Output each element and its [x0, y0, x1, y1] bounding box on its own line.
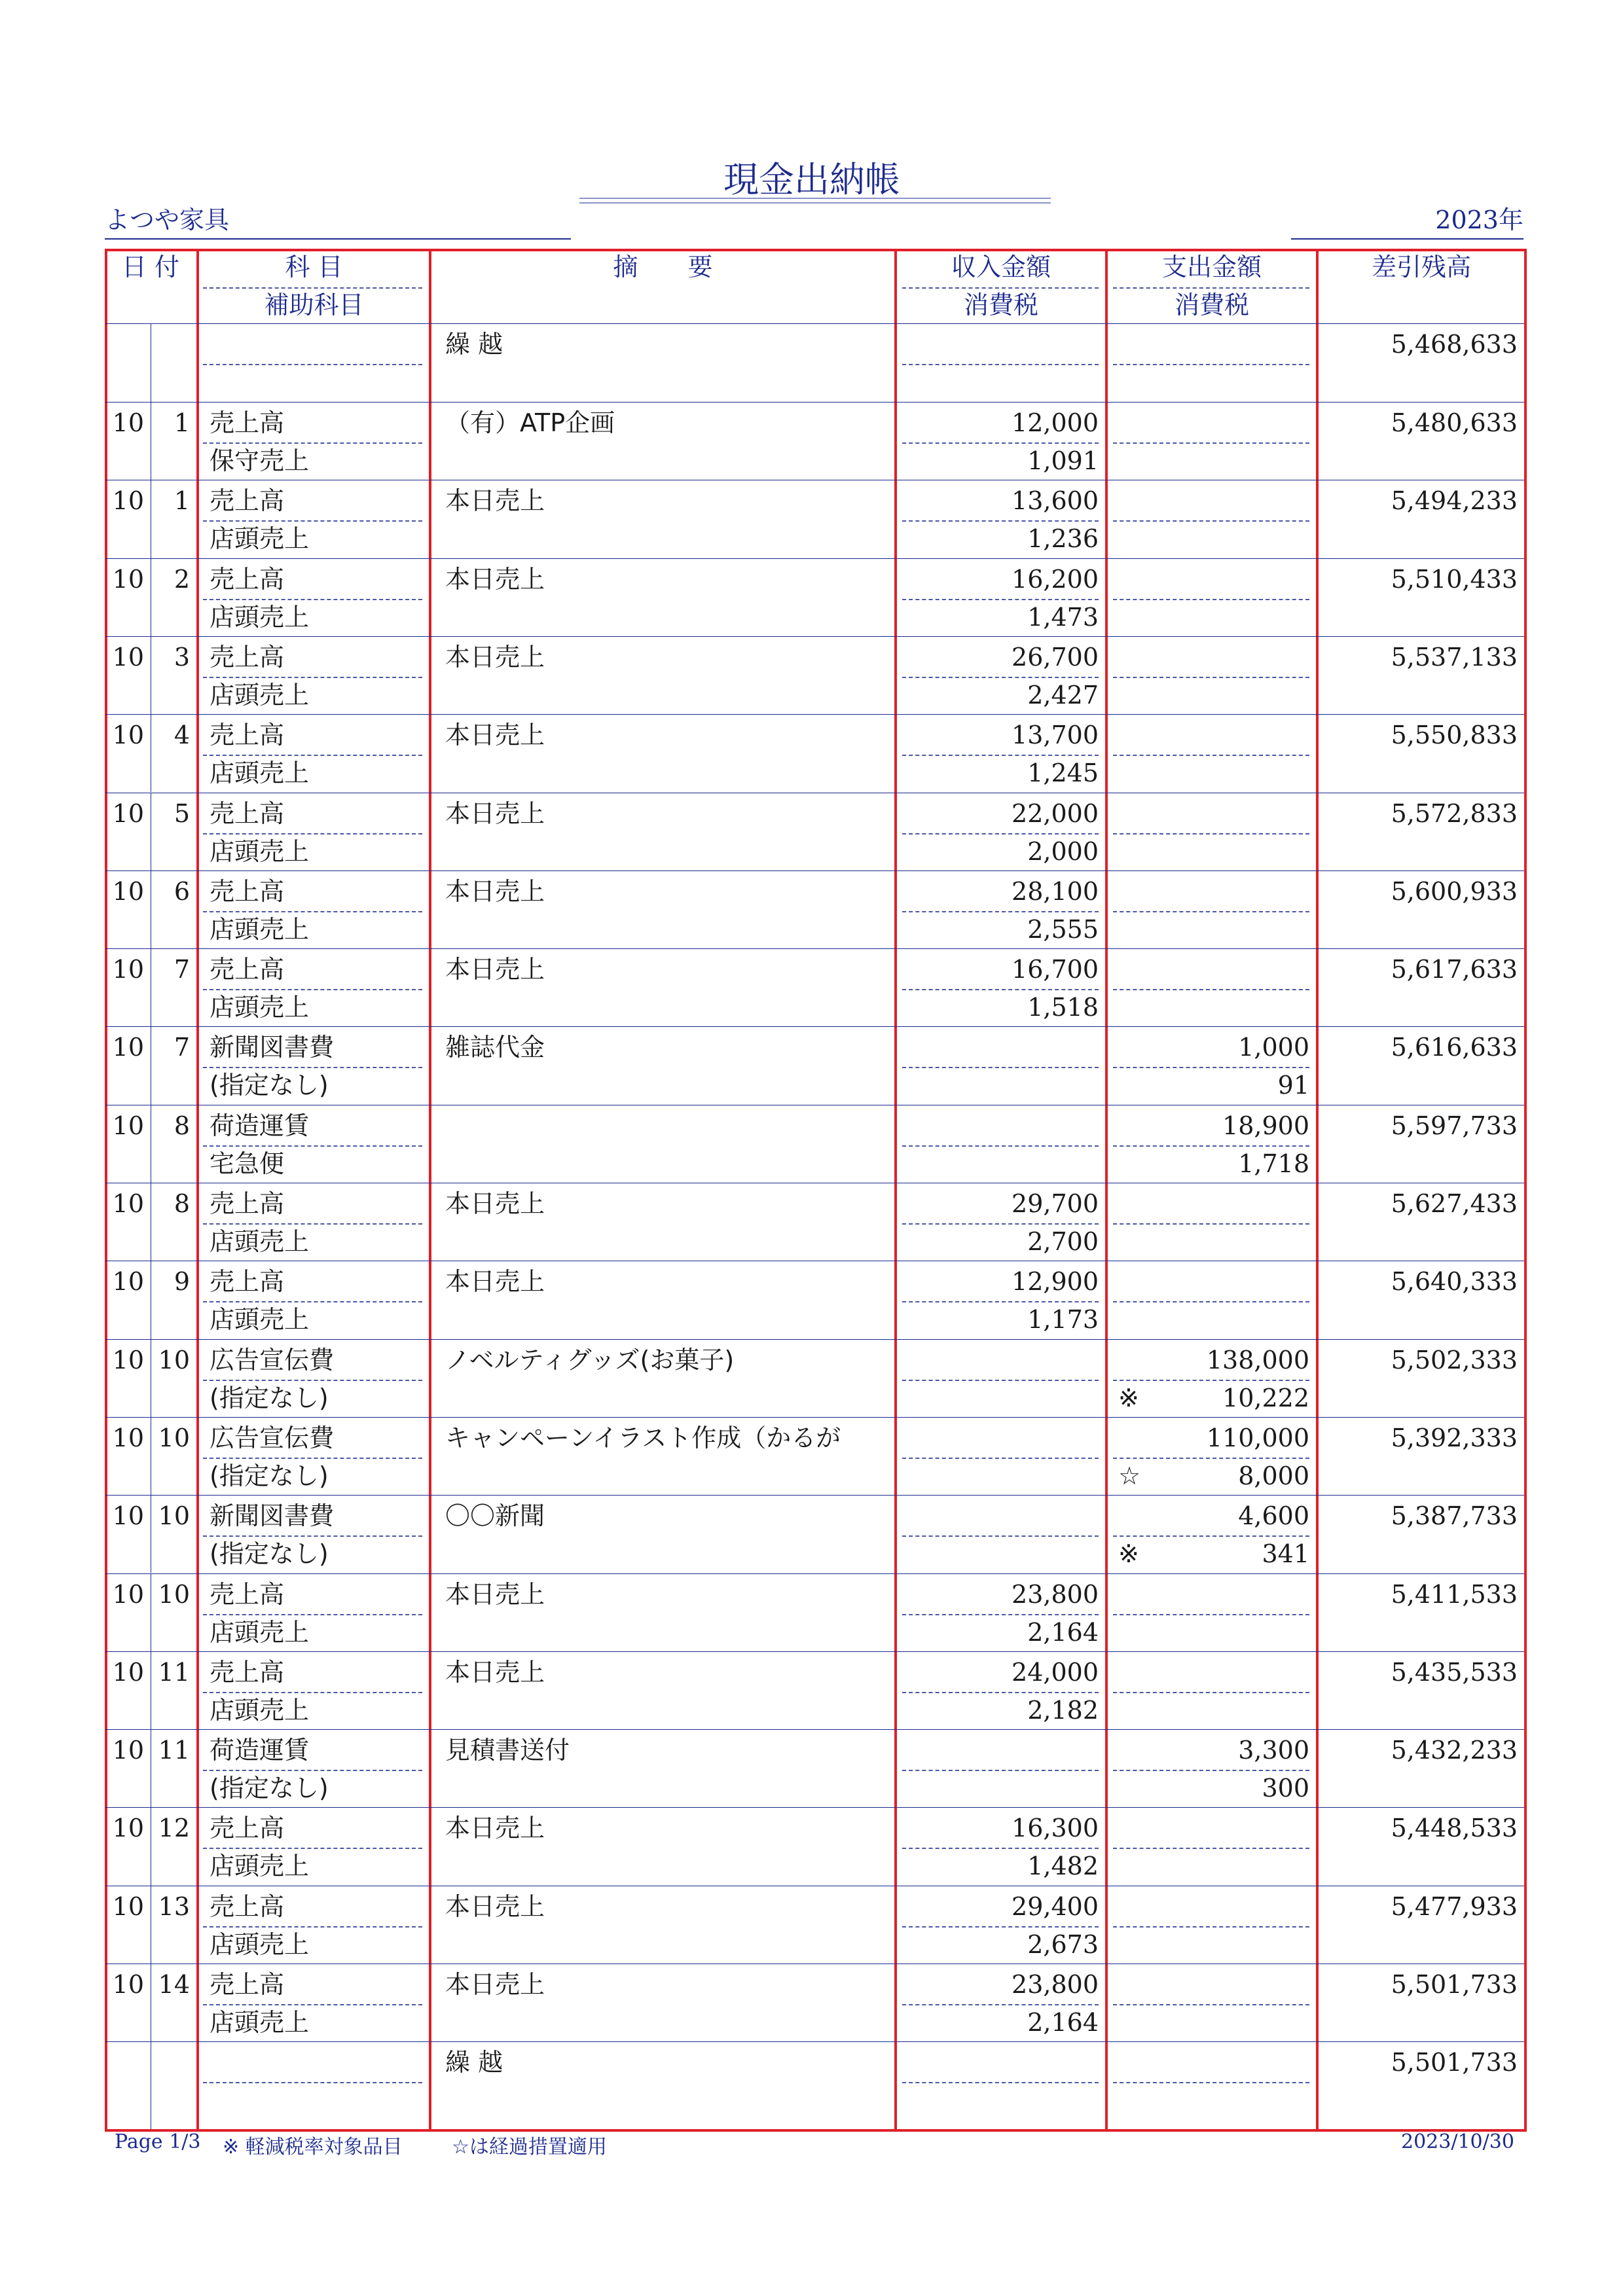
- entry-balance: 5,640,333: [1391, 1267, 1518, 1297]
- row-dash: [902, 1614, 1099, 1615]
- closing-summary: 繰 越: [445, 2048, 503, 2077]
- row-dash: [1113, 520, 1309, 522]
- closing-balance: 5,501,733: [1391, 2048, 1518, 2077]
- entry-account: 広告宣伝費: [210, 1423, 335, 1452]
- opening-dash: [902, 364, 1099, 365]
- row-dash: [902, 989, 1099, 990]
- entry-balance: 5,432,233: [1391, 1736, 1518, 1765]
- entry-income-tax: 1,473: [1027, 602, 1099, 632]
- ledger-table: [105, 249, 1524, 2129]
- page-number: Page 1/3: [115, 2130, 201, 2153]
- col-summary: 摘 要: [613, 253, 713, 281]
- entry-sub-account: (指定なし): [210, 1461, 329, 1490]
- entry-day: 7: [173, 1033, 190, 1062]
- entry-summary: 本日売上: [445, 721, 545, 750]
- ledger-frame: [105, 249, 1527, 2132]
- entry-month: 10: [112, 1579, 144, 1609]
- row-dash: [203, 1535, 422, 1537]
- row-bottom-line: [105, 2041, 1524, 2042]
- header-dash: [902, 287, 1099, 289]
- col-expense-tax: 消費税: [1174, 291, 1249, 319]
- entry-balance: 5,616,633: [1391, 1033, 1518, 1062]
- entry-summary: 本日売上: [445, 1970, 545, 1999]
- entry-balance: 5,392,333: [1391, 1423, 1518, 1452]
- entry-sub-account: 店頭売上: [210, 993, 310, 1022]
- row-bottom-line: [105, 948, 1524, 949]
- entry-month: 10: [112, 1345, 144, 1374]
- entry-balance: 5,600,933: [1391, 876, 1518, 906]
- entry-balance: 5,387,733: [1391, 1501, 1518, 1531]
- entry-summary: 本日売上: [445, 642, 545, 672]
- footnote-reduced-rate: ※ 軽減税率対象品目: [223, 2136, 403, 2159]
- row-dash: [1113, 599, 1309, 600]
- row-dash: [902, 1380, 1099, 1381]
- row-bottom-line: [105, 714, 1524, 715]
- header-dash: [1113, 287, 1309, 289]
- entry-sub-account: 店頭売上: [210, 680, 310, 709]
- row-bottom-line: [105, 1651, 1524, 1652]
- entry-income: 16,700: [1012, 955, 1099, 984]
- entry-day: 7: [173, 955, 190, 984]
- entry-sub-account: 宅急便: [210, 1149, 285, 1178]
- closing-dash: [902, 2082, 1099, 2083]
- row-dash: [1113, 442, 1309, 444]
- entry-balance: 5,537,133: [1391, 642, 1518, 672]
- entry-sub-account: 保守売上: [210, 446, 310, 475]
- col-date: 日 付: [121, 253, 180, 281]
- closing-dash: [1113, 2082, 1309, 2083]
- entry-account: 売上高: [210, 408, 285, 437]
- entry-expense-tax: 300: [1262, 1774, 1309, 1803]
- entry-day: 11: [158, 1736, 190, 1765]
- entry-account: 売上高: [210, 955, 285, 984]
- row-dash: [203, 1223, 422, 1225]
- row-dash: [902, 599, 1099, 600]
- entry-sub-account: 店頭売上: [210, 1695, 310, 1725]
- entry-account: 売上高: [210, 1892, 285, 1921]
- row-dash: [902, 911, 1099, 912]
- entry-month: 10: [112, 955, 144, 984]
- entry-expense: 1,000: [1238, 1033, 1309, 1062]
- row-dash: [1113, 911, 1309, 912]
- row-dash: [902, 833, 1099, 834]
- row-dash: [1113, 1223, 1309, 1225]
- entry-summary: 雑誌代金: [445, 1033, 545, 1062]
- entry-month: 10: [112, 1267, 144, 1297]
- closing-dash: [203, 2082, 422, 2083]
- entry-income-tax: 1,482: [1027, 1852, 1099, 1881]
- divider-summary: [894, 249, 897, 2129]
- entry-summary: （有）ATP企画: [445, 408, 615, 437]
- row-dash: [902, 520, 1099, 522]
- entry-summary: 本日売上: [445, 1267, 545, 1297]
- entry-day: 4: [173, 721, 190, 750]
- row-dash: [203, 989, 422, 990]
- row-dash: [203, 1692, 422, 1693]
- entry-account: 広告宣伝費: [210, 1345, 335, 1374]
- col-sub-account: 補助科目: [264, 291, 364, 319]
- row-bottom-line: [105, 870, 1524, 871]
- entry-income: 16,300: [1012, 1814, 1099, 1843]
- entry-income-tax: 1,245: [1027, 759, 1099, 788]
- row-bottom-line: [105, 1026, 1524, 1027]
- row-dash: [203, 677, 422, 678]
- entry-account: 売上高: [210, 1814, 285, 1843]
- entry-sub-account: 店頭売上: [210, 759, 310, 788]
- entry-day: 1: [173, 408, 190, 437]
- entry-summary: ノベルティグッズ(お菓子): [445, 1345, 735, 1374]
- footnote-transition: ☆は経過措置適用: [452, 2136, 607, 2159]
- col-account: 科 目: [285, 253, 343, 281]
- header-dash: [203, 287, 422, 289]
- row-dash: [902, 1848, 1099, 1849]
- entry-balance: 5,411,533: [1391, 1579, 1518, 1609]
- row-bottom-line: [105, 1417, 1524, 1418]
- opening-dash: [1113, 364, 1309, 365]
- entry-balance: 5,627,433: [1391, 1189, 1518, 1218]
- opening-bottom-line: [105, 402, 1524, 403]
- row-bottom-line: [105, 558, 1524, 559]
- row-dash: [203, 1770, 422, 1771]
- entry-summary: 本日売上: [445, 798, 545, 828]
- entry-account: 売上高: [210, 721, 285, 750]
- row-dash: [203, 1926, 422, 1928]
- entry-balance: 5,502,333: [1391, 1345, 1518, 1374]
- entry-tax-mark: ※: [1118, 1539, 1139, 1569]
- entry-account: 荷造運賃: [210, 1111, 310, 1140]
- entry-balance: 5,480,633: [1391, 408, 1518, 437]
- row-dash: [1113, 1145, 1309, 1147]
- entry-account: 売上高: [210, 1189, 285, 1218]
- row-dash: [1113, 1380, 1309, 1381]
- entry-summary: 本日売上: [445, 1814, 545, 1843]
- entry-sub-account: (指定なし): [210, 1774, 329, 1803]
- row-dash: [1113, 1535, 1309, 1537]
- entry-day: 9: [173, 1267, 190, 1297]
- entry-account: 売上高: [210, 1970, 285, 1999]
- entry-day: 11: [158, 1657, 190, 1687]
- entry-income: 24,000: [1012, 1657, 1099, 1687]
- entry-balance: 5,494,233: [1391, 486, 1518, 516]
- entry-income-tax: 2,164: [1027, 1617, 1099, 1647]
- entry-expense-tax: 1,718: [1238, 1149, 1309, 1178]
- entry-month: 10: [112, 1736, 144, 1765]
- entry-account: 新聞図書費: [210, 1501, 335, 1531]
- entry-sub-account: (指定なし): [210, 1071, 329, 1100]
- entry-account: 売上高: [210, 1657, 285, 1687]
- entry-income-tax: 1,518: [1027, 993, 1099, 1022]
- opening-dash: [203, 364, 422, 365]
- entry-sub-account: (指定なし): [210, 1539, 329, 1569]
- row-dash: [203, 520, 422, 522]
- col-expense: 支出金額: [1161, 253, 1262, 281]
- entry-month: 10: [112, 408, 144, 437]
- entry-income: 12,900: [1012, 1267, 1099, 1297]
- entry-summary: 〇〇新聞: [445, 1501, 545, 1531]
- entry-income: 28,100: [1012, 876, 1099, 906]
- entry-day: 10: [158, 1501, 190, 1531]
- entry-balance: 5,617,633: [1391, 955, 1518, 984]
- page-title: 現金出納帳: [723, 159, 900, 200]
- entry-sub-account: 店頭売上: [210, 1617, 310, 1647]
- entry-account: 新聞図書費: [210, 1033, 335, 1062]
- entry-month: 10: [112, 876, 144, 906]
- entry-expense: 18,900: [1222, 1111, 1309, 1140]
- entry-sub-account: 店頭売上: [210, 1929, 310, 1959]
- print-date: 2023/10/30: [1401, 2130, 1514, 2153]
- row-dash: [902, 755, 1099, 756]
- entry-month: 10: [112, 642, 144, 672]
- row-dash: [902, 1145, 1099, 1147]
- entry-summary: 本日売上: [445, 955, 545, 984]
- row-dash: [1113, 1926, 1309, 1928]
- entry-balance: 5,550,833: [1391, 721, 1518, 750]
- row-dash: [1113, 1301, 1309, 1302]
- ledger-year: 2023年: [1291, 200, 1523, 240]
- entry-income: 12,000: [1012, 408, 1099, 437]
- col-income: 収入金額: [951, 253, 1051, 281]
- row-bottom-line: [105, 1807, 1524, 1808]
- entry-income-tax: 2,000: [1027, 836, 1099, 866]
- divider-account: [429, 249, 431, 2129]
- entry-day: 10: [158, 1345, 190, 1374]
- row-dash: [1113, 755, 1309, 756]
- row-dash: [902, 2004, 1099, 2005]
- entry-day: 14: [158, 1970, 190, 1999]
- entry-income: 13,700: [1012, 721, 1099, 750]
- entry-balance: 5,435,533: [1391, 1657, 1518, 1687]
- entry-income-tax: 2,427: [1027, 680, 1099, 709]
- entry-sub-account: 店頭売上: [210, 1305, 310, 1335]
- entry-sub-account: 店頭売上: [210, 1227, 310, 1256]
- entry-day: 1: [173, 486, 190, 516]
- entry-account: 売上高: [210, 798, 285, 828]
- entry-income-tax: 2,182: [1027, 1695, 1099, 1725]
- row-dash: [203, 1067, 422, 1068]
- row-dash: [902, 442, 1099, 444]
- entry-sub-account: 店頭売上: [210, 524, 310, 554]
- entry-balance: 5,597,733: [1391, 1111, 1518, 1140]
- entry-day: 6: [173, 876, 190, 906]
- entry-month: 10: [112, 1970, 144, 1999]
- row-dash: [203, 755, 422, 756]
- entry-expense: 3,300: [1238, 1736, 1309, 1765]
- entry-day: 5: [173, 798, 190, 828]
- entry-month: 10: [112, 798, 144, 828]
- entry-sub-account: 店頭売上: [210, 602, 310, 632]
- col-balance: 差引残高: [1371, 253, 1471, 281]
- entry-account: 売上高: [210, 486, 285, 516]
- entry-month: 10: [112, 1033, 144, 1062]
- divider-expense: [1316, 249, 1319, 2129]
- row-dash: [902, 1223, 1099, 1225]
- entry-balance: 5,477,933: [1391, 1892, 1518, 1921]
- entry-account: 売上高: [210, 876, 285, 906]
- entry-day: 3: [173, 642, 190, 672]
- row-dash: [1113, 833, 1309, 834]
- row-dash: [1113, 1692, 1309, 1693]
- entry-sub-account: (指定なし): [210, 1383, 329, 1412]
- entry-income: 23,800: [1012, 1579, 1099, 1609]
- row-dash: [902, 1926, 1099, 1928]
- entry-income: 29,700: [1012, 1189, 1099, 1218]
- entry-summary: 本日売上: [445, 564, 545, 594]
- row-bottom-line: [105, 1495, 1524, 1496]
- row-dash: [1113, 1614, 1309, 1615]
- row-dash: [203, 1301, 422, 1302]
- row-bottom-line: [105, 636, 1524, 637]
- entry-day: 10: [158, 1423, 190, 1452]
- entry-income-tax: 2,164: [1027, 2008, 1099, 2037]
- row-dash: [203, 833, 422, 834]
- entry-month: 10: [112, 564, 144, 594]
- entry-account: 売上高: [210, 1267, 285, 1297]
- entry-tax-mark: ☆: [1118, 1461, 1141, 1490]
- opening-summary: 繰 越: [445, 330, 503, 359]
- row-dash: [902, 1692, 1099, 1693]
- row-dash: [902, 677, 1099, 678]
- entry-balance: 5,510,433: [1391, 564, 1518, 594]
- entry-sub-account: 店頭売上: [210, 914, 310, 944]
- entry-expense: 110,000: [1206, 1423, 1309, 1452]
- header-bottom-line: [105, 323, 1524, 324]
- entry-month: 10: [112, 1657, 144, 1687]
- entry-income-tax: 2,700: [1027, 1227, 1099, 1256]
- row-dash: [203, 911, 422, 912]
- entry-income-tax: 1,173: [1027, 1305, 1099, 1335]
- entry-expense-tax: 8,000: [1238, 1461, 1309, 1490]
- row-dash: [902, 1770, 1099, 1771]
- entry-account: 売上高: [210, 564, 285, 594]
- entry-summary: 本日売上: [445, 1189, 545, 1218]
- entry-summary: 本日売上: [445, 1657, 545, 1687]
- entry-day: 8: [173, 1111, 190, 1140]
- title-underline: [579, 198, 1051, 204]
- entry-sub-account: 店頭売上: [210, 836, 310, 866]
- entry-balance: 5,572,833: [1391, 798, 1518, 828]
- divider-income: [1105, 249, 1108, 2129]
- row-dash: [203, 599, 422, 600]
- row-dash: [203, 1848, 422, 1849]
- row-dash: [203, 1458, 422, 1459]
- row-bottom-line: [105, 1573, 1524, 1574]
- row-dash: [1113, 2004, 1309, 2005]
- row-dash: [902, 1067, 1099, 1068]
- entry-summary: キャンペーンイラスト作成（かるが: [445, 1423, 841, 1452]
- row-dash: [902, 1535, 1099, 1537]
- entry-expense: 138,000: [1206, 1345, 1309, 1374]
- entry-income: 26,700: [1012, 642, 1099, 672]
- row-dash: [203, 1614, 422, 1615]
- entry-sub-account: 店頭売上: [210, 2008, 310, 2037]
- entry-summary: 本日売上: [445, 486, 545, 516]
- entry-account: 荷造運賃: [210, 1736, 310, 1765]
- entry-tax-mark: ※: [1118, 1383, 1139, 1412]
- entry-income: 13,600: [1012, 486, 1099, 516]
- row-dash: [203, 442, 422, 444]
- entry-summary: 本日売上: [445, 1579, 545, 1609]
- entry-income: 16,200: [1012, 564, 1099, 594]
- entry-day: 10: [158, 1579, 190, 1609]
- entry-summary: 見積書送付: [445, 1736, 570, 1765]
- divider-date: [196, 249, 199, 2129]
- entry-month: 10: [112, 1423, 144, 1452]
- entry-month: 10: [112, 721, 144, 750]
- entry-income-tax: 1,091: [1027, 446, 1099, 475]
- entry-expense: 4,600: [1238, 1501, 1309, 1531]
- row-dash: [1113, 1848, 1309, 1849]
- col-income-tax: 消費税: [963, 291, 1038, 319]
- entry-expense-tax: 341: [1262, 1539, 1309, 1569]
- row-dash: [1113, 677, 1309, 678]
- entry-income: 29,400: [1012, 1892, 1099, 1921]
- entry-balance: 5,501,733: [1391, 1970, 1518, 1999]
- entry-day: 8: [173, 1189, 190, 1218]
- entry-month: 10: [112, 1501, 144, 1531]
- entry-expense-tax: 91: [1277, 1071, 1309, 1100]
- row-dash: [203, 1145, 422, 1147]
- row-dash: [902, 1301, 1099, 1302]
- company-name: よつや家具: [105, 200, 571, 240]
- row-dash: [1113, 989, 1309, 990]
- row-dash: [1113, 1770, 1309, 1771]
- entry-day: 13: [158, 1892, 190, 1921]
- entry-month: 10: [112, 1189, 144, 1218]
- entry-account: 売上高: [210, 642, 285, 672]
- row-bottom-line: [105, 1339, 1524, 1340]
- row-dash: [1113, 1067, 1309, 1068]
- entry-summary: 本日売上: [445, 876, 545, 906]
- entry-balance: 5,448,533: [1391, 1814, 1518, 1843]
- row-bottom-line: [105, 1729, 1524, 1730]
- row-dash: [1113, 1458, 1309, 1459]
- entry-month: 10: [112, 486, 144, 516]
- entry-month: 10: [112, 1814, 144, 1843]
- entry-month: 10: [112, 1892, 144, 1921]
- entry-income: 22,000: [1012, 798, 1099, 828]
- entry-month: 10: [112, 1111, 144, 1140]
- row-dash: [902, 1458, 1099, 1459]
- entry-day: 12: [158, 1814, 190, 1843]
- entry-income-tax: 2,555: [1027, 914, 1099, 944]
- entry-expense-tax: 10,222: [1222, 1383, 1309, 1412]
- opening-balance: 5,468,633: [1391, 330, 1518, 359]
- row-dash: [203, 1380, 422, 1381]
- entry-income: 23,800: [1012, 1970, 1099, 1999]
- entry-sub-account: 店頭売上: [210, 1852, 310, 1881]
- entry-income-tax: 1,236: [1027, 524, 1099, 554]
- entry-day: 2: [173, 564, 190, 594]
- entry-income-tax: 2,673: [1027, 1929, 1099, 1959]
- entry-account: 売上高: [210, 1579, 285, 1609]
- row-dash: [203, 2004, 422, 2005]
- entry-summary: 本日売上: [445, 1892, 545, 1921]
